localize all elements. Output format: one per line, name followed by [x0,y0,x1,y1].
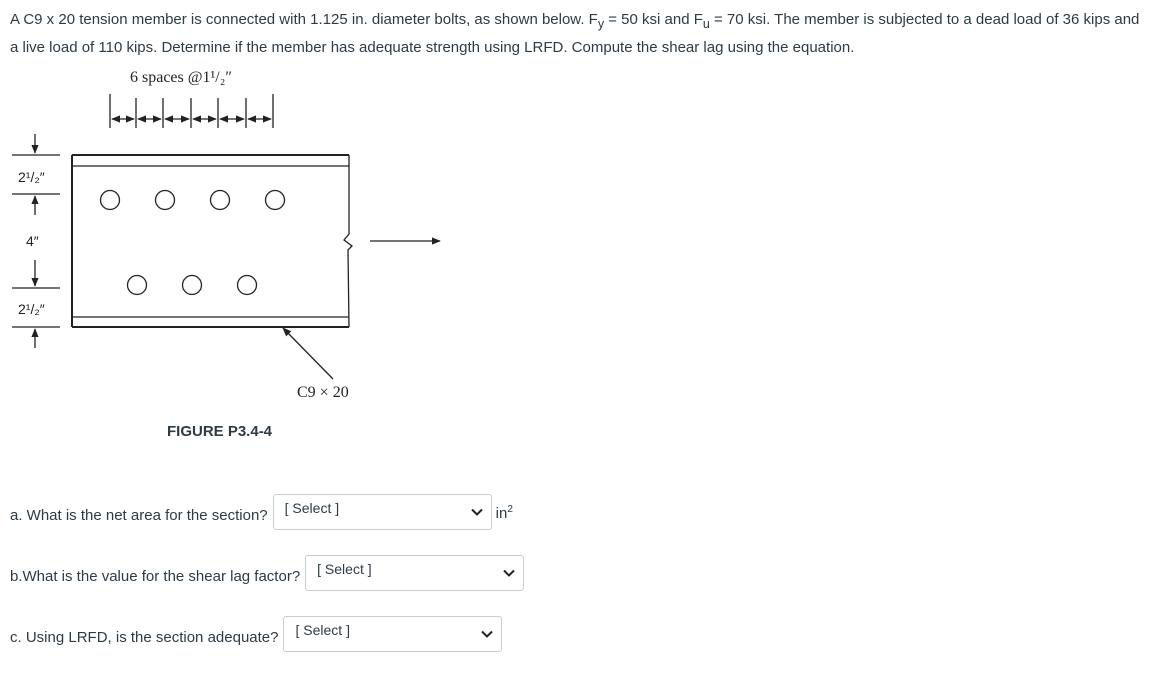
figure-caption: FIGURE P3.4-4 [167,423,273,440]
member-label: C9 × 20 [297,384,349,401]
question-a [10,497,513,533]
dim-mid-label: 4″ [26,233,39,249]
problem-text-2: = 50 ksi and F [604,11,703,28]
area-unit-exponent: 2 [507,504,513,515]
spacing-label: 6 spaces @1¹/₂″ [130,69,232,86]
question-c-label: c. Using LRFD, is the section adequate? [10,628,279,646]
question-b [10,558,524,594]
bolt-hole [266,191,285,210]
bolt-hole [101,191,120,210]
bolt-holes [101,191,285,295]
chevron-down-icon [481,630,493,638]
net-area-select-value: [ Select ] [284,500,340,516]
dim-bottom-label: 2¹/₂″ [18,301,45,317]
spacing-dimension [110,94,273,128]
problem-text-3: = 70 ksi. The member is subjected to a dead load of 36 kips and a live load of 110 kips. Determine if the member has adequate strength using LRFD. Compute the shear lag using the equation. [10,11,1140,56]
chevron-down-icon [503,569,515,577]
area-unit-base: in [495,505,508,522]
bolt-hole [183,276,202,295]
figure-p3-4-4 [0,62,460,452]
problem-text-1: A C9 x 20 tension member is connected with 1.125 in. diameter bolts, as shown below. F [10,11,598,28]
bolt-hole [128,276,147,295]
bolt-hole [156,191,175,210]
channel-member [72,155,352,327]
bolt-hole [238,276,257,295]
chevron-down-icon [471,508,483,516]
question-b-label: b.What is the value for the shear lag factor? [10,567,301,585]
shear-lag-select[interactable] [305,555,524,591]
bolt-hole [211,191,230,210]
fu-subscript: u [702,17,710,31]
adequacy-select-value: [ Select ] [295,622,350,638]
problem-statement [10,8,1145,60]
area-unit [496,504,513,522]
member-leader-line [283,328,333,379]
dim-top-label: 2¹/₂″ [18,169,45,185]
fy-subscript: y [597,17,605,31]
shear-lag-select-value: [ Select ] [317,561,372,577]
adequacy-select[interactable] [283,616,502,652]
channel-connection-diagram [0,62,460,452]
question-c [10,619,502,655]
net-area-select[interactable] [273,494,492,530]
question-a-label: a. What is the net area for the section? [10,506,268,524]
